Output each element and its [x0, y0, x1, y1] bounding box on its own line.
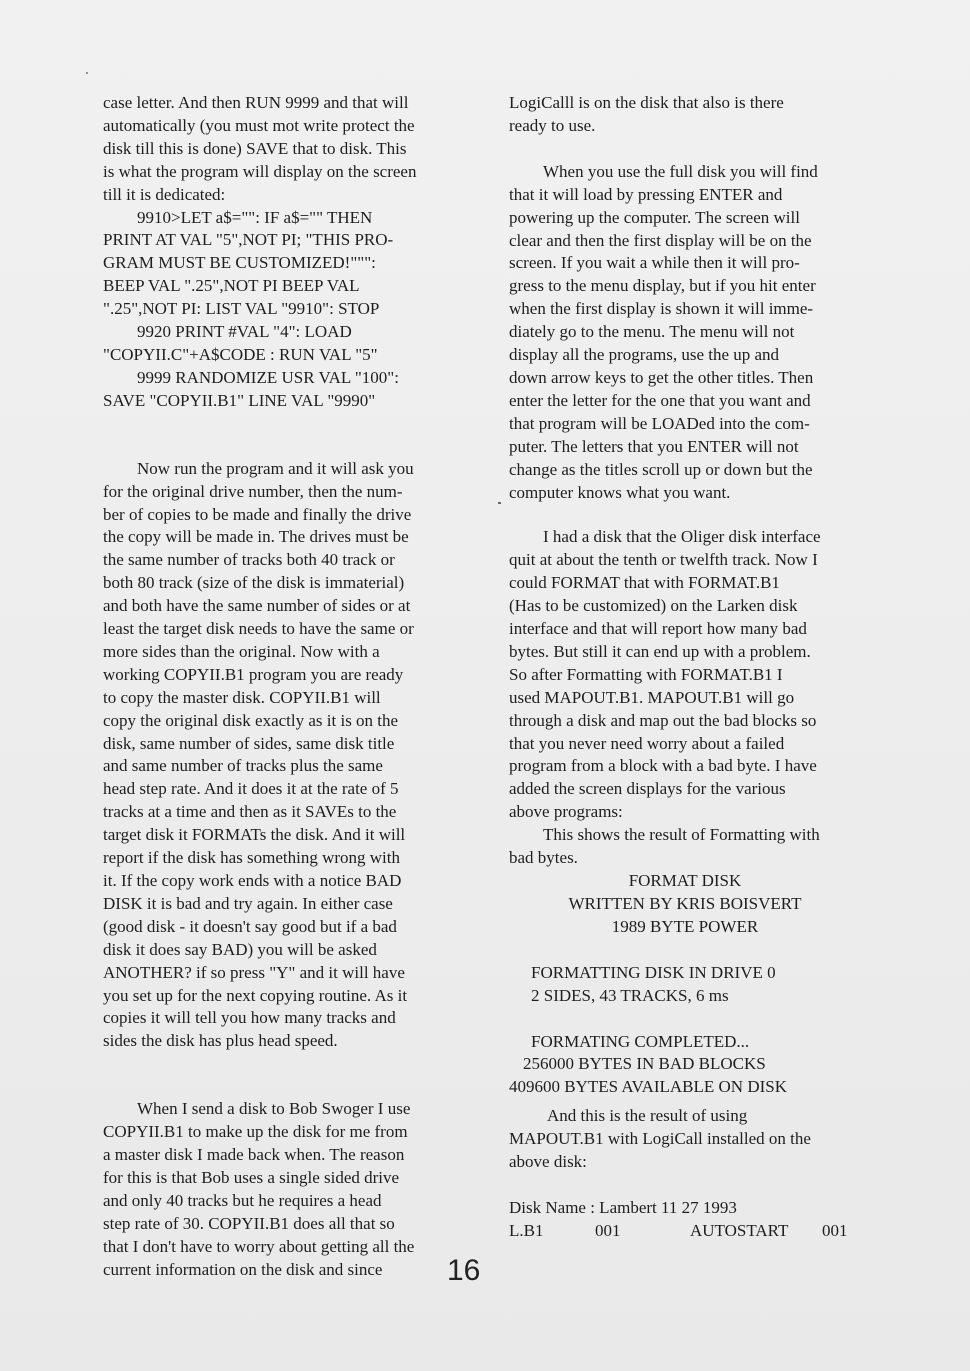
- text-line: 409600 BYTES AVAILABLE ON DISK: [509, 1077, 788, 1097]
- text-line: automatically (you must mot write protect the: [103, 115, 415, 135]
- text-line: tracks at a time and then as it SAVEs to the: [103, 802, 397, 822]
- text-line: it. If the copy work ends with a notice BAD: [103, 871, 402, 890]
- code-line: PRINT AT VAL "5",NOT PI; "THIS PRO-: [103, 230, 394, 250]
- listing-number2: 001: [822, 1220, 848, 1240]
- code-listing: [103, 207, 453, 413]
- text-line: FORMATTING DISK IN DRIVE 0: [531, 962, 776, 982]
- code-line: 9920 PRINT #VAL "4": LOAD: [137, 322, 352, 342]
- text-line: you set up for the next copying routine. As it: [103, 985, 408, 1005]
- text-line: copy the original disk exactly as it is on the: [103, 710, 399, 730]
- disk-listing: [509, 1197, 861, 1243]
- text-line: report if the disk has something wrong with: [103, 848, 400, 868]
- text-line: least the target disk needs to have the same or: [103, 619, 414, 639]
- spacer: [509, 1174, 861, 1197]
- text-line: WRITTEN BY KRIS BOISVERT: [568, 893, 802, 913]
- text-line: when the first display is shown it will imme-: [509, 299, 814, 319]
- text-line: So after Formatting with FORMAT.B1 I: [509, 664, 783, 684]
- spacer: [509, 138, 861, 161]
- spacer: [509, 504, 861, 526]
- text-line: disk till this is done) SAVE that to disk. This: [103, 138, 407, 158]
- text-line: gress to the menu display, but if you hit enter: [509, 276, 816, 296]
- text-line: MAPOUT.B1 with LogiCall installed on the: [509, 1129, 811, 1149]
- paragraph: [509, 526, 861, 824]
- spacer: [103, 413, 453, 436]
- text-line: diately go to the menu. The menu will not: [509, 322, 795, 342]
- paragraph: [509, 92, 861, 138]
- text-line: screen. If you wait a while then it will pro-: [509, 253, 800, 273]
- text-line: working COPYII.B1 program you are ready: [103, 664, 404, 684]
- text-line: current information on the disk and since: [103, 1259, 383, 1279]
- text-line: (Has to be customized) on the Larken disk: [509, 596, 798, 616]
- text-line: powering up the computer. The screen will: [509, 207, 800, 227]
- page-number: 16: [447, 1254, 481, 1287]
- text-line: the same number of tracks both 40 track or: [103, 550, 395, 570]
- text-line: till it is dedicated:: [103, 184, 226, 204]
- text-line: both 80 track (size of the disk is immaterial): [103, 573, 405, 593]
- text-line: above disk:: [509, 1152, 587, 1172]
- text-line: When you use the full disk you will find: [543, 161, 818, 181]
- text-line: for the original drive number, then the num-: [103, 481, 403, 501]
- text-line: that you never need worry about a failed: [509, 733, 785, 753]
- text-line: the copy will be made in. The drives must be: [103, 527, 409, 547]
- text-line: I had a disk that the Oliger disk interface: [543, 527, 821, 547]
- text-line: ber of copies to be made and finally the drive: [103, 504, 412, 524]
- spacer: [509, 939, 861, 962]
- text-line: This shows the result of Formatting with: [543, 825, 820, 845]
- listing-file: L.B1: [509, 1220, 544, 1240]
- paragraph: [103, 1098, 453, 1281]
- text-line: DISK it is bad and try again. In either case: [103, 893, 393, 913]
- disk-name-line: Disk Name : Lambert 11 27 1993: [509, 1197, 737, 1217]
- text-line: a master disk I made back when. The reason: [103, 1145, 405, 1165]
- speck: [86, 72, 88, 74]
- text-line: case letter. And then RUN 9999 and that will: [103, 93, 409, 112]
- paragraph: [103, 458, 453, 1054]
- paragraph: [509, 161, 861, 505]
- text-line: more sides than the original. Now with a: [103, 641, 380, 661]
- text-line: COPYII.B1 to make up the disk for me from: [103, 1122, 408, 1142]
- text-line: target disk it FORMATs the disk. And it will: [103, 825, 406, 845]
- code-line: ".25",NOT PI: LIST VAL "9910": STOP: [103, 299, 380, 319]
- right-column: [509, 92, 861, 1243]
- text-line: When I send a disk to Bob Swoger I use: [137, 1099, 411, 1119]
- text-line: above programs:: [509, 802, 623, 822]
- text-line: for this is that Bob uses a single sided drive: [103, 1167, 400, 1187]
- text-line: head step rate. And it does it at the rate of 5: [103, 779, 399, 799]
- spacer: [103, 436, 453, 458]
- listing-number: 001: [595, 1220, 621, 1240]
- text-line: could FORMAT that with FORMAT.B1: [509, 573, 780, 593]
- speck: [498, 502, 501, 504]
- text-line: 2 SIDES, 43 TRACKS, 6 ms: [531, 985, 729, 1005]
- text-line: computer knows what you want.: [509, 482, 731, 502]
- code-line: GRAM MUST BE CUSTOMIZED!""":: [103, 253, 376, 273]
- text-line: ready to use.: [509, 115, 596, 135]
- code-line: SAVE "COPYII.B1" LINE VAL "9990": [103, 390, 376, 410]
- text-line: is what the program will display on the screen: [103, 161, 417, 181]
- text-line: disk it does say BAD) you will be asked: [103, 939, 377, 959]
- text-line: puter. The letters that you ENTER will not: [509, 436, 799, 456]
- text-line: down arrow keys to get the other titles. Then: [509, 367, 814, 387]
- text-line: 1989 BYTE POWER: [611, 916, 759, 936]
- text-line: FORMATING COMPLETED...: [531, 1031, 750, 1051]
- text-line: bad bytes.: [509, 848, 578, 868]
- text-line: FORMAT DISK: [628, 871, 742, 890]
- spacer: [509, 1008, 861, 1031]
- text-line: that program will be LOADed into the com-: [509, 413, 810, 433]
- text-line: used MAPOUT.B1. MAPOUT.B1 will go: [509, 687, 795, 707]
- text-line: that I don't have to worry about getting all the: [103, 1236, 415, 1256]
- text-line: ANOTHER? if so press "Y" and it will have: [103, 962, 405, 982]
- code-line: BEEP VAL ".25",NOT PI BEEP VAL: [103, 276, 360, 296]
- text-line: LogiCalll is on the disk that also is there: [509, 93, 784, 112]
- text-line: added the screen displays for the various: [509, 779, 786, 799]
- text-line: And this is the result of using: [547, 1106, 748, 1126]
- screen-display-result: [509, 1031, 861, 1100]
- text-line: 256000 BYTES IN BAD BLOCKS: [523, 1054, 766, 1074]
- text-line: enter the letter for the one that you want and: [509, 390, 811, 410]
- listing-row: [509, 1220, 861, 1243]
- code-line: "COPYII.C"+A$CODE : RUN VAL "5": [103, 344, 378, 364]
- text-line: disk, same number of sides, same disk title: [103, 733, 395, 753]
- text-line: copies it will tell you how many tracks and: [103, 1008, 396, 1028]
- text-line: and same number of tracks plus the same: [103, 756, 383, 776]
- text-line: to copy the master disk. COPYII.B1 will: [103, 687, 381, 707]
- text-line: (good disk - it doesn't say good but if a bad: [103, 916, 397, 936]
- text-line: clear and then the first display will be on the: [509, 230, 812, 250]
- text-line: bytes. But still it can end up with a problem.: [509, 641, 811, 661]
- text-line: Now run the program and it will ask you: [137, 458, 414, 478]
- screen-display-header: [509, 870, 861, 939]
- screen-display-status: [509, 962, 861, 1008]
- text-line: and both have the same number of sides or at: [103, 596, 411, 616]
- paragraph: [103, 92, 453, 207]
- listing-name: AUTOSTART: [690, 1220, 789, 1240]
- text-line: through a disk and map out the bad blocks so: [509, 710, 817, 730]
- paragraph: [509, 824, 861, 870]
- text-line: change as the titles scroll up or down but the: [509, 459, 813, 479]
- code-line: 9999 RANDOMIZE USR VAL "100":: [137, 367, 399, 387]
- text-line: and only 40 tracks but he requires a head: [103, 1190, 382, 1210]
- paragraph: [509, 1105, 861, 1174]
- code-line: 9910>LET a$="": IF a$="" THEN: [137, 207, 373, 227]
- text-line: step rate of 30. COPYII.B1 does all that so: [103, 1213, 395, 1233]
- text-line: interface and that will report how many bad: [509, 619, 807, 639]
- text-line: display all the programs, use the up and: [509, 345, 780, 365]
- text-line: quit at about the tenth or twelfth track. Now I: [509, 550, 818, 570]
- text-line: sides the disk has plus head speed.: [103, 1031, 338, 1051]
- text-line: program from a block with a bad byte. I have: [509, 756, 817, 776]
- spacer: [103, 1053, 453, 1076]
- text-line: that it will load by pressing ENTER and: [509, 184, 783, 204]
- spacer: [103, 1076, 453, 1098]
- left-column: [103, 92, 453, 1282]
